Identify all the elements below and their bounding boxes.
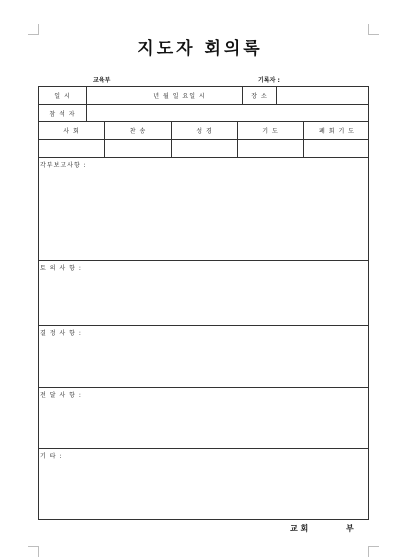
meeting-form — [38, 86, 369, 520]
program-header-row — [39, 122, 368, 140]
crop-mark-bottom-right — [368, 546, 379, 557]
closing-prayer-field[interactable] — [304, 140, 370, 157]
other-section[interactable] — [39, 449, 368, 519]
attendees-row — [39, 105, 368, 122]
place-field[interactable] — [277, 87, 370, 104]
crop-mark-bottom-left — [28, 546, 39, 557]
decision-section-label: 결 정 사 항 : — [40, 330, 82, 337]
datetime-parts: 년 월 일 요일 시 — [153, 93, 206, 100]
program-header-presider: 사 회 — [39, 122, 105, 139]
place-label: 장 소 — [243, 87, 277, 104]
scripture-field[interactable] — [172, 140, 238, 157]
church-label: 교 회 — [290, 524, 309, 533]
department-label: 교육부 — [93, 77, 111, 84]
discussion-section[interactable] — [39, 261, 368, 326]
department-suffix: 부 — [346, 524, 354, 533]
church-footer — [290, 523, 354, 534]
report-section[interactable] — [39, 158, 368, 261]
datetime-label: 일 시 — [39, 87, 87, 104]
notice-section[interactable] — [39, 388, 368, 449]
program-header-scripture: 성 경 — [172, 122, 238, 139]
program-header-closing-prayer: 폐 회 기 도 — [319, 128, 355, 135]
decision-section[interactable] — [39, 326, 368, 388]
prayer-field[interactable] — [238, 140, 304, 157]
hymn-field[interactable] — [105, 140, 172, 157]
recorder-label: 기록자 : — [258, 77, 280, 84]
program-value-row — [39, 140, 368, 158]
other-section-label: 기 타 : — [40, 453, 63, 460]
discussion-section-label: 토 의 사 항 : — [40, 265, 82, 272]
document-title: 지도자 회의록 — [137, 39, 263, 59]
datetime-row — [39, 87, 368, 105]
report-section-label: 각부보고사항 : — [40, 162, 87, 169]
attendees-field[interactable] — [87, 105, 370, 121]
presider-field[interactable] — [39, 140, 105, 157]
program-header-hymn: 찬 송 — [105, 122, 172, 139]
datetime-field[interactable] — [87, 87, 243, 104]
program-header-prayer: 기 도 — [238, 122, 304, 139]
notice-section-label: 전 달 사 항 : — [40, 392, 82, 399]
attendees-label: 참 석 자 — [39, 105, 87, 121]
